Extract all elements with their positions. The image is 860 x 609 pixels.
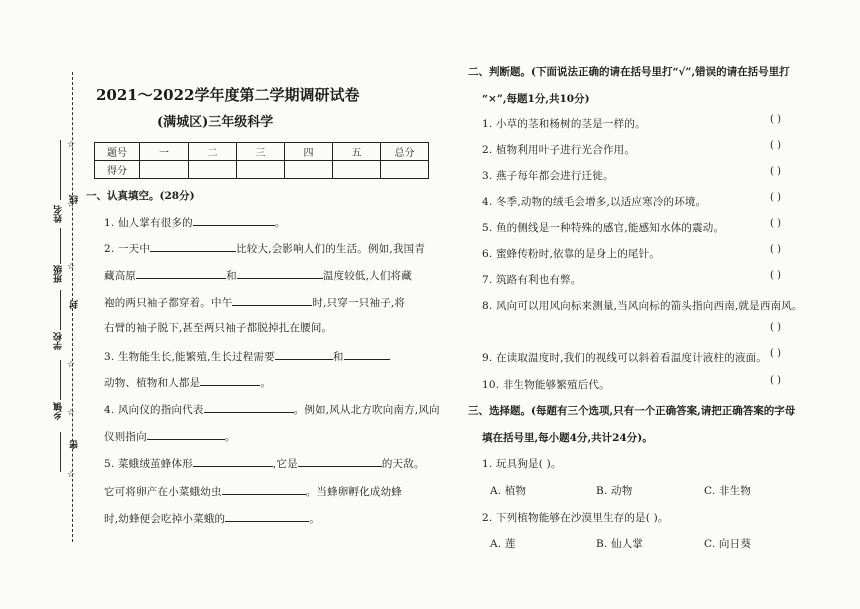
fill-question-2-line4: 右臂的袖子脱下,甚至两只袖子都脱掉扎在腰间。 [104,322,333,334]
choice-option-b[interactable]: B. 动物 [596,485,633,497]
answer-paren[interactable]: ( ) [770,140,781,151]
seal-char-seal: 封 [70,300,80,309]
q-text: 袍的两只袖子都穿着。中午 [104,297,233,309]
q-text: 。 [224,431,236,443]
score-cell: 三 [237,143,285,161]
answer-blank[interactable] [136,267,226,279]
answer-blank[interactable] [200,374,260,386]
answer-blank[interactable] [193,214,275,226]
score-input-cell[interactable] [285,161,333,179]
answer-paren[interactable]: ( ) [770,192,781,203]
name-label: 姓名 [54,205,64,223]
q-text: 温度较低,人们将藏 [322,270,412,282]
exam-title: 2021～2022学年度第二学期调研试卷 [96,86,360,104]
score-cell: 总分 [381,143,429,161]
answer-blank[interactable] [204,401,294,413]
q-text: 的天敌。 [381,458,425,470]
answer-blank[interactable] [275,348,333,360]
judge-item-9: 9. 在读取温度时,我们的视线可以斜着看温度计液柱的液面。 [482,352,767,364]
judge-item-5: 5. 鱼的侧线是一种特殊的感官,能感知水体的震动。 [482,222,725,234]
class-line [60,228,61,264]
score-table-header-row [95,143,429,161]
section1-heading: 一、认真填空。(28分) [86,190,195,202]
margin-star-icon: ☆ [67,360,76,370]
score-cell: 五 [333,143,381,161]
score-input-cell[interactable] [237,161,285,179]
choice-option-a[interactable]: A. 植物 [490,485,527,497]
choice-question-2: 2. 下列植物能够在沙漠里生存的是( )。 [482,512,669,524]
q-text: 和 [226,270,237,282]
judge-item-2: 2. 植物利用叶子进行光合作用。 [482,144,636,156]
fill-question-2-line2 [104,267,412,283]
answer-blank[interactable] [222,483,306,495]
answer-paren[interactable]: ( ) [770,322,781,333]
judge-item-10: 10. 非生物能够繁殖后代。 [482,379,610,391]
school-line [60,290,61,330]
choice-question-1: 1. 玩具狗是( )。 [482,458,562,470]
score-table-score-row [95,161,429,179]
q-text: 4. 风向仪的指向代表 [104,404,204,416]
q-text: 3. 生物能生长,能繁殖,生长过程需要 [104,351,275,363]
seal-char-secret: 密 [70,440,80,449]
fill-question-5-line2 [104,483,402,499]
answer-blank[interactable] [344,348,390,360]
score-cell: 题号 [95,143,140,161]
q-text: 时,幼蜂便会吃掉小菜蛾的 [104,513,226,525]
fill-question-1 [104,214,286,230]
margin-star-icon: ☆ [67,408,76,418]
answer-blank[interactable] [237,267,323,279]
fill-question-5-line1 [104,455,425,471]
answer-paren[interactable]: ( ) [770,375,781,386]
score-cell: 四 [285,143,333,161]
answer-paren[interactable]: ( ) [770,114,781,125]
score-cell: 一 [140,143,189,161]
answer-paren[interactable]: ( ) [770,348,781,359]
fill-question-2-line1 [104,240,425,256]
answer-blank[interactable] [225,510,309,522]
answer-paren[interactable]: ( ) [770,166,781,177]
seal-char-line: 线 [70,195,80,204]
exam-subtitle: (满城区)三年级科学 [157,115,274,130]
q-text: 5. 菜蛾绒茧蜂体形 [104,458,193,470]
score-cell: 二 [189,143,237,161]
answer-blank[interactable] [150,240,236,252]
answer-blank[interactable] [298,455,382,467]
choice-option-a[interactable]: A. 莲 [490,538,516,550]
section2-heading-line2: “×”,每题1分,共10分) [482,93,590,105]
q-text: 动物、植物和人都是 [104,377,201,389]
answer-blank[interactable] [193,455,273,467]
q-text: 。 [309,513,320,525]
q-text: 时,只穿一只袖子,将 [312,297,406,309]
judge-item-6: 6. 蜜蜂传粉时,依靠的是身上的尾针。 [482,248,660,260]
q-text: 藏高原 [104,270,137,282]
q-text: 。例如,风从北方吹向南方,风向 [293,404,440,416]
q-text: 仪则指向 [104,431,147,443]
extra-line [60,432,61,472]
q-text: 1. 仙人掌有很多的 [104,217,193,229]
section3-heading-line1: 三、选择题。(每题有三个选项,只有一个正确答案,请把正确答案的字母 [468,405,796,417]
q-text: 。当蜂卵孵化成幼蜂 [305,486,403,498]
answer-blank[interactable] [232,294,312,306]
section2-heading-line1: 二、判断题。(下面说法正确的请在括号里打“√”,错误的请在括号里打 [468,66,790,78]
fill-question-4-line1 [104,401,440,417]
class-label: 班级 [54,265,64,283]
margin-star-icon: ☆ [67,140,76,150]
score-input-cell[interactable] [140,161,189,179]
judge-item-4: 4. 冬季,动物的绒毛会增多,以适应寒冷的环境。 [482,196,707,208]
fill-question-3-line2 [104,374,271,390]
school-label: 学校 [54,332,64,350]
q-text: 和 [332,351,344,363]
score-input-cell[interactable] [381,161,429,179]
answer-paren[interactable]: ( ) [770,270,781,281]
answer-paren[interactable]: ( ) [770,218,781,229]
score-cell: 得分 [95,161,140,179]
score-input-cell[interactable] [189,161,237,179]
judge-item-1: 1. 小草的茎和杨树的茎是一样的。 [482,118,646,130]
section3-heading-line2: 填在括号里,每小题4分,共计24分)。 [482,432,653,444]
q-text: 。 [274,217,286,229]
judge-item-3: 3. 燕子每年都会进行迁徙。 [482,170,614,182]
margin-star-icon: ☆ [67,200,76,210]
score-table [94,142,429,179]
q-text: 比较大,会影响人们的生活。例如,我国青 [236,243,426,255]
choice-option-b[interactable]: B. 仙人掌 [596,538,644,550]
answer-blank[interactable] [147,428,225,440]
township-label: 乡镇 [54,402,64,420]
fill-question-5-line3 [104,510,320,526]
score-input-cell[interactable] [333,161,381,179]
name-line [60,140,61,200]
fill-question-2-line3 [104,294,405,310]
fill-question-3-line1 [104,348,390,364]
judge-item-8: 8. 风向可以用风向标来测量,当风向标的箭头指向西南,就是西南风。 [482,300,803,312]
margin-star-icon: ☆ [67,262,76,272]
choice-option-c[interactable]: C. 向日葵 [704,538,752,550]
q-text: ,它是 [272,458,298,470]
answer-paren[interactable]: ( ) [770,244,781,255]
fill-question-4-line2 [104,428,236,444]
margin-star-icon: ☆ [67,470,76,480]
q-text: 。 [260,377,272,389]
township-line [60,360,61,400]
q-text: 2. 一天中 [104,243,151,255]
q-text: 它可将卵产在小菜蛾幼虫 [104,486,222,498]
judge-item-7: 7. 筑路有利也有弊。 [482,274,582,286]
choice-option-c[interactable]: C. 非生物 [704,485,752,497]
